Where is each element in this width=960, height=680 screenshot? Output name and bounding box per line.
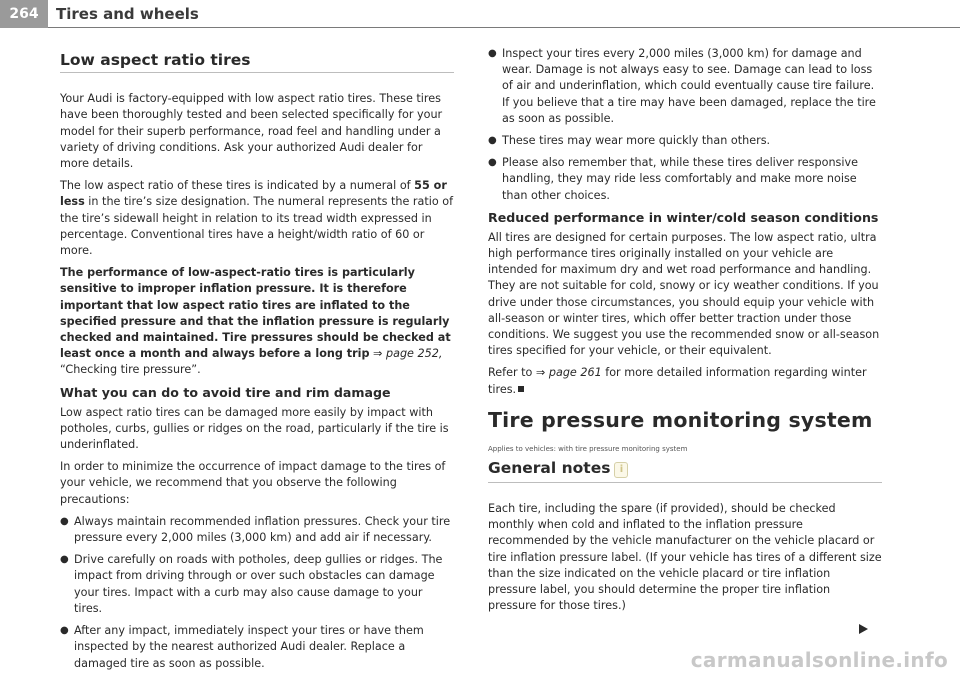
bullet-icon: ● <box>488 157 497 169</box>
paragraph-warning: The performance of low-aspect-ratio tires is particularly sensitive to improper inflation pressure. It is therefore important that low aspect ratio tires are inflated to the specified pressure and that the inflation pressure is regularly checked and maintained. Tire pressures should be checked at least once a month and always before a long trip ⇒ page 252, “Checking tire pressure”. <box>60 266 451 377</box>
watermark: carmanualsonline.info <box>690 648 948 672</box>
section-title-general-notes: General notes i <box>488 460 882 483</box>
page-link[interactable]: page 252, <box>385 347 443 361</box>
paragraph: The low aspect ratio of these tires is indicated by a numeral of 55 or less in the tire’s size designation. The numeral represents the ratio of the tire’s sidewall height in relation to its tread width expressed in percentage. Conventional tires have a height/width ratio of 60 or more. <box>60 179 454 258</box>
bullet-icon: ● <box>60 515 69 527</box>
bullet-icon: ● <box>60 554 69 566</box>
right-column <box>488 46 882 620</box>
header-rule <box>48 27 960 28</box>
applies-note: Applies to vehicles: with tire pressure monitoring system <box>488 445 688 454</box>
list-item: ● Please also remember that, while these tires deliver responsive handling, they may ride less comfortably and make more noise than other choices. <box>488 155 882 204</box>
info-icon: i <box>614 462 628 478</box>
page-link[interactable]: page 261 <box>548 366 602 380</box>
running-title: Tires and wheels <box>56 5 199 23</box>
bullet-icon: ● <box>60 625 69 637</box>
paragraph: All tires are designed for certain purposes. The low aspect ratio, ultra high performance tires originally installed on your vehicle are intended for maximum dry and wet road performance and handling. They are not suitable for cold, snowy or icy weather conditions. If you drive under those circumstances, you should equip your vehicle with all-season or winter tires, which offer better traction under those conditions. We suggest you use the recommended snow or all-season tires specified for your vehicle, or their equivalent. <box>488 230 880 358</box>
end-of-section-icon <box>518 386 524 392</box>
main-title-tpms: Tire pressure monitoring system <box>488 407 873 432</box>
continue-arrow-icon <box>859 624 868 634</box>
paragraph: Low aspect ratio tires can be damaged more easily by impact with potholes, curbs, gullies or ridges on the road, particularly if the tire is underinflated. <box>60 405 449 452</box>
paragraph: Each tire, including the spare (if provided), should be checked monthly when cold and inflated to the inflation pressure recommended by the vehicle manufacturer on the vehicle placard or tire inflation pressure label. (If your vehicle has tires of a different size than the size indicated on the vehicle placard or tire inflation pressure label, you should determine the proper tire inflation pressure for those tires.) <box>488 502 882 613</box>
section-title-low-aspect: Low aspect ratio tires <box>60 52 454 73</box>
bullet-icon: ● <box>488 135 497 147</box>
left-column <box>60 46 454 678</box>
list-item: ● Drive carefully on roads with potholes, deep gullies or ridges. The impact from driving through or over such obstacles can damage your tires. Impact with a curb may also cause damage to your tires. <box>60 552 454 617</box>
list-item: ● After any impact, immediately inspect your tires or have them inspected by the nearest authorized Audi dealer. Replace a damaged tire as soon as possible. <box>60 623 454 672</box>
paragraph: Refer to ⇒ page 261 for more detailed information regarding winter tires. <box>488 366 867 396</box>
bullet-icon: ● <box>488 48 497 59</box>
subsection-title-avoid-damage: What you can do to avoid tire and rim damage <box>60 384 391 400</box>
subsection-title-winter: Reduced performance in winter/cold season conditions <box>488 209 879 225</box>
list-item: ● Inspect your tires every 2,000 miles (3,000 km) for damage and wear. Damage is not always easy to see. Damage can lead to loss of air and underinflation, which could eventually cause tire failure. If you believe that a tire may have been damaged, replace the tire as soon as possible. <box>488 46 882 127</box>
paragraph: Your Audi is factory-equipped with low aspect ratio tires. These tires have been thoroughly tested and been selected specifically for your model for their superb performance, road feel and handling under a variety of driving conditions. Ask your authorized Audi dealer for more details. <box>60 92 443 171</box>
page-header <box>0 0 960 36</box>
list-item: ● Always maintain recommended inflation pressures. Check your tire pressure every 2,000 miles (3,000 km) and add air if necessary. <box>60 514 454 546</box>
paragraph: In order to minimize the occurrence of impact damage to the tires of your vehicle, we recommend that you observe the following precautions: <box>60 460 446 506</box>
list-item: ● These tires may wear more quickly than others. <box>488 133 882 149</box>
page-number: 264 <box>0 0 48 28</box>
